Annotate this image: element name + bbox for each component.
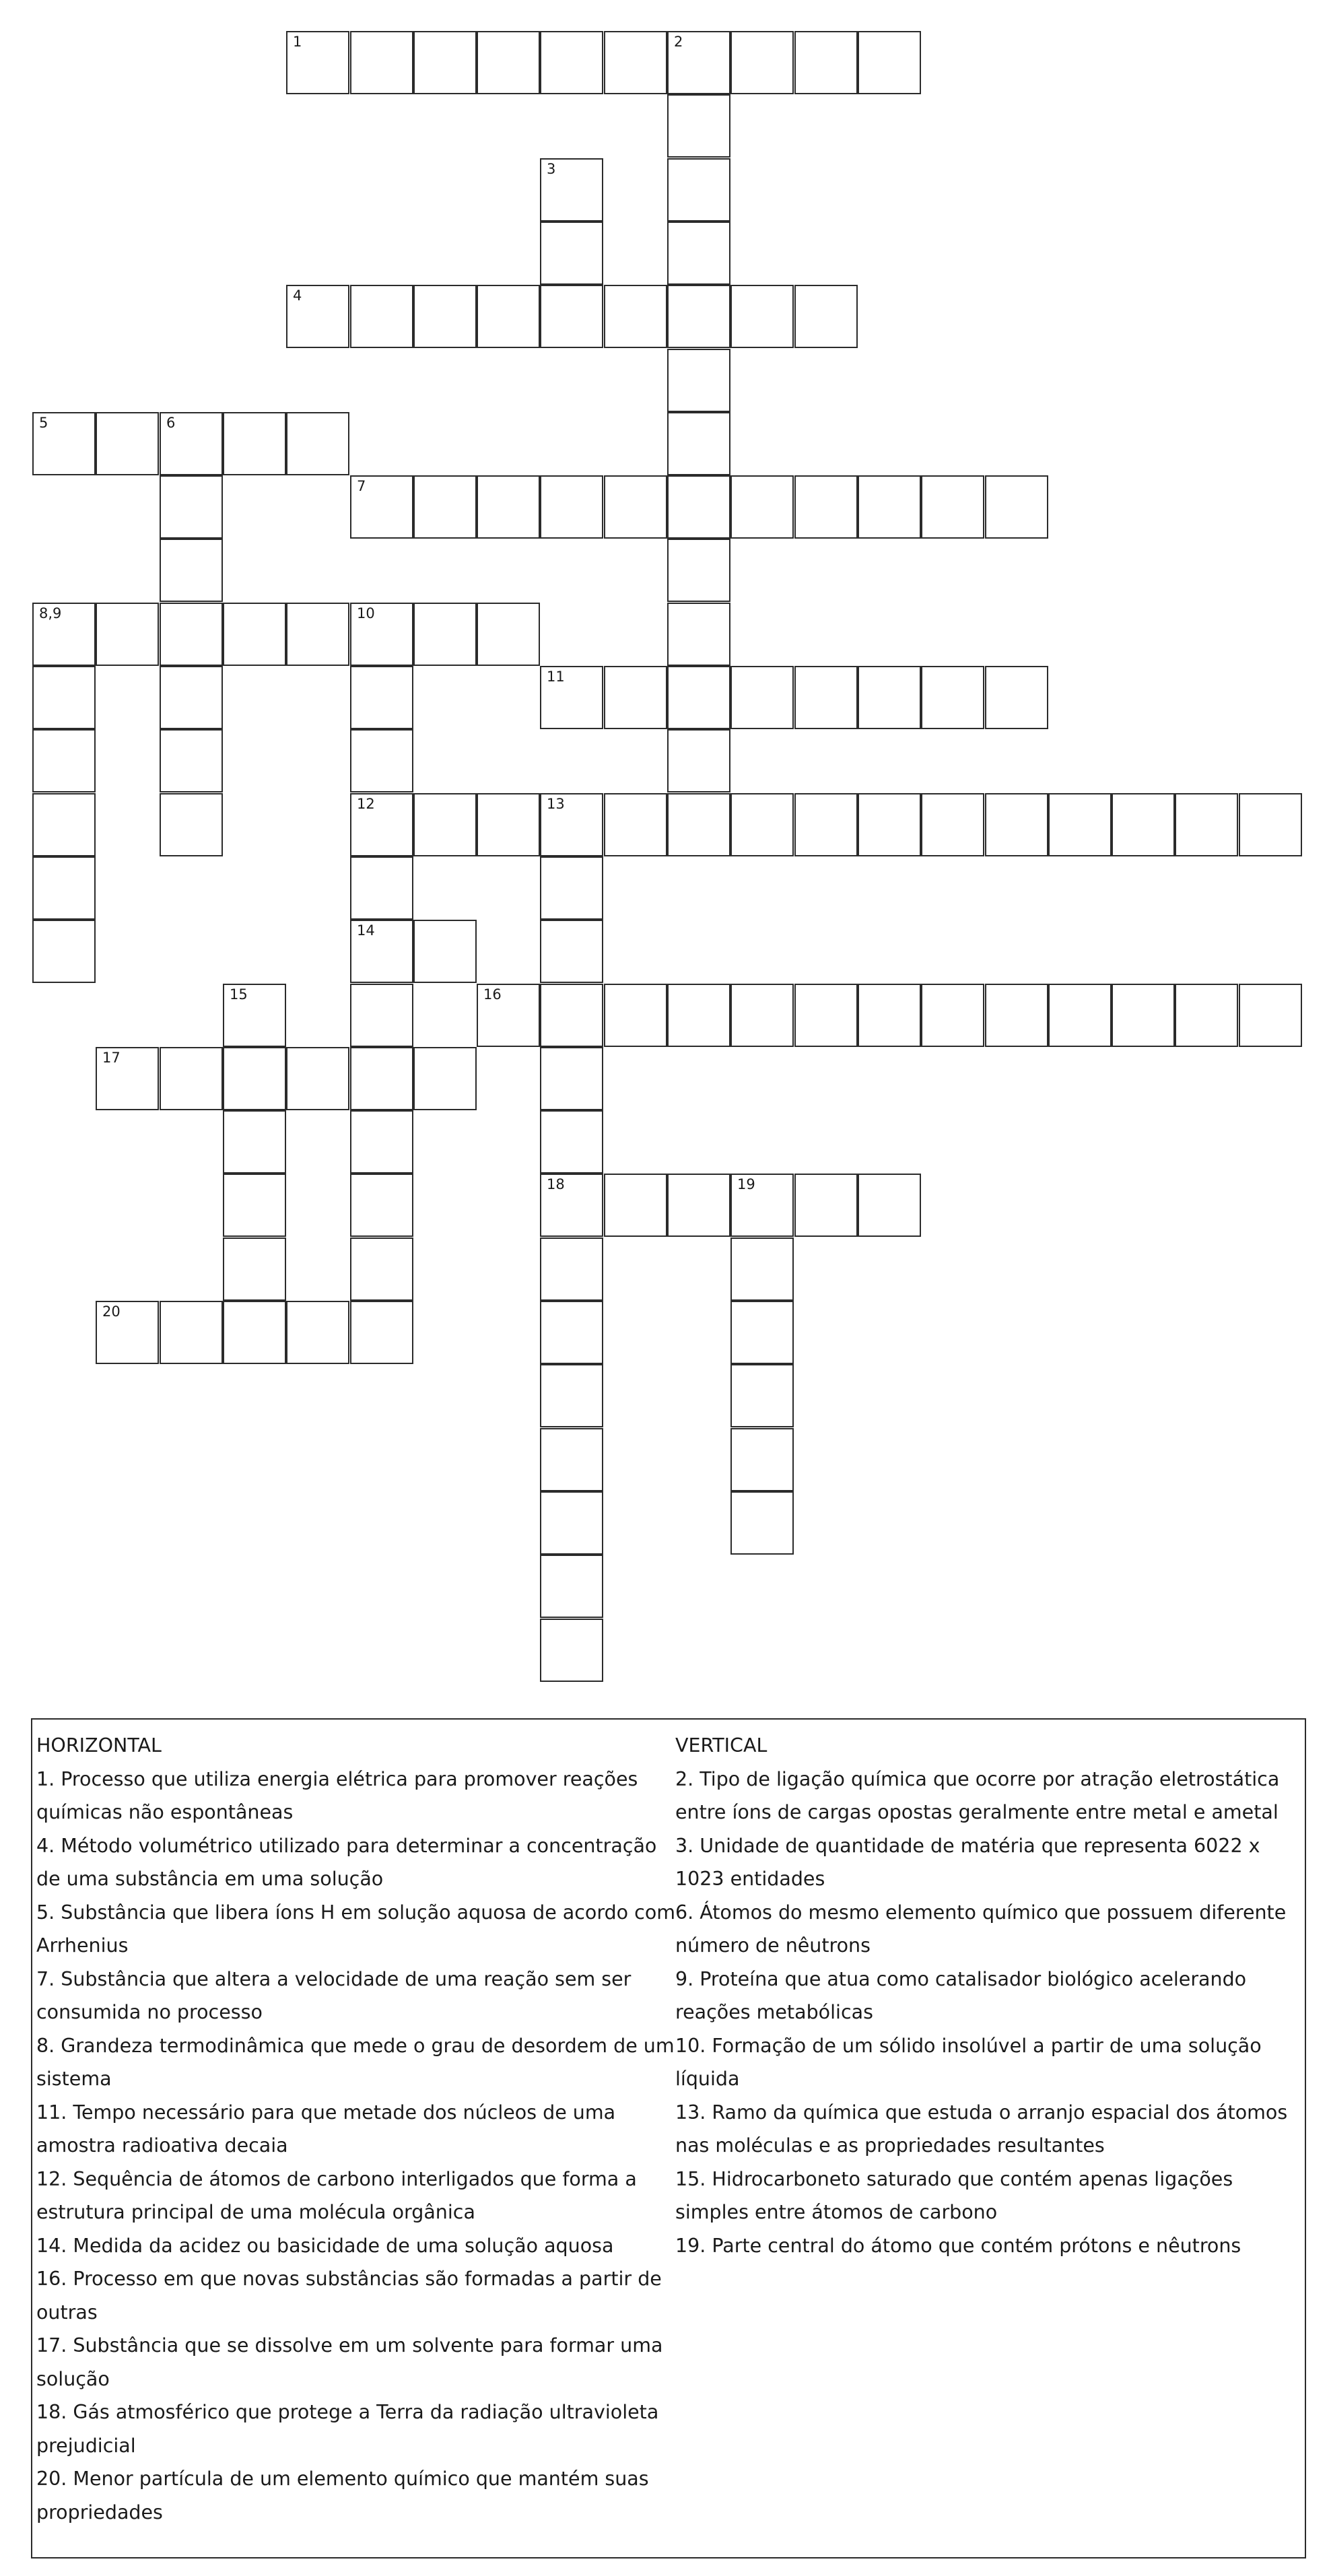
grid-cell[interactable]: [794, 793, 858, 856]
grid-cell[interactable]: [858, 984, 921, 1047]
grid-cell[interactable]: [32, 412, 96, 475]
grid-cell[interactable]: [286, 1047, 349, 1110]
grid-cell[interactable]: [223, 412, 286, 475]
grid-cell[interactable]: [794, 984, 858, 1047]
clue-number: 7: [357, 478, 366, 494]
grid-cell[interactable]: [921, 475, 984, 539]
grid-cell[interactable]: [1175, 793, 1238, 856]
down-clue: 2. Tipo de ligação química que ocorre por atração eletrostática entre íons de cargas opostas geralmente entre metal e ametal: [675, 1767, 1280, 1823]
grid-cell[interactable]: [667, 412, 730, 475]
grid-cell[interactable]: [223, 984, 286, 1047]
grid-cell[interactable]: [350, 31, 413, 94]
grid-cell[interactable]: [667, 603, 730, 666]
across-clue: 11. Tempo necessário para que metade dos núcleos de uma amostra radioativa decaia: [36, 2101, 616, 2157]
grid-cell[interactable]: [540, 285, 603, 348]
across-clue: 17. Substância que se dissolve em um solvente para formar uma solução: [36, 2334, 663, 2390]
across-clues: [36, 1729, 676, 2529]
grid-cell[interactable]: [160, 666, 223, 729]
grid-cell[interactable]: [223, 1174, 286, 1237]
clue-number: 15: [230, 986, 248, 1003]
grid-cell[interactable]: [477, 285, 540, 348]
grid-cell[interactable]: [350, 603, 413, 666]
grid-cell[interactable]: [794, 1174, 858, 1237]
grid-cell[interactable]: [604, 793, 667, 856]
grid-cell[interactable]: [858, 666, 921, 729]
grid-cell[interactable]: [921, 666, 984, 729]
grid-cell[interactable]: [350, 920, 413, 983]
grid-cell[interactable]: [286, 1301, 349, 1364]
grid-cell[interactable]: [730, 1491, 794, 1555]
grid-cell[interactable]: [413, 285, 477, 348]
grid-cell[interactable]: [1175, 984, 1238, 1047]
grid-cell[interactable]: [160, 1047, 223, 1110]
grid-cell[interactable]: [160, 412, 223, 475]
grid-cell[interactable]: [667, 793, 730, 856]
grid-cell[interactable]: [730, 1364, 794, 1427]
grid-cell[interactable]: [540, 1491, 603, 1555]
grid-cell[interactable]: [413, 793, 477, 856]
grid-cell[interactable]: [667, 94, 730, 158]
grid-cell[interactable]: [604, 1174, 667, 1237]
grid-cell[interactable]: [477, 603, 540, 666]
grid-cell[interactable]: [350, 984, 413, 1047]
grid-cell[interactable]: [730, 475, 794, 539]
grid-cell[interactable]: [667, 31, 730, 94]
grid-cell[interactable]: [540, 158, 603, 222]
grid-cell[interactable]: [96, 412, 159, 475]
across-clue: 16. Processo em que novas substâncias são formadas a partir de outras: [36, 2268, 662, 2324]
grid-cell[interactable]: [985, 984, 1048, 1047]
grid-cell[interactable]: [413, 475, 477, 539]
grid-cell[interactable]: [667, 729, 730, 792]
grid-cell[interactable]: [350, 1174, 413, 1237]
grid-cell[interactable]: [604, 666, 667, 729]
grid-cell[interactable]: [96, 1047, 159, 1110]
grid-cell[interactable]: [32, 729, 96, 792]
clue-number: 14: [357, 922, 375, 939]
grid-cell[interactable]: [286, 285, 349, 348]
clue-number: 19: [737, 1176, 755, 1192]
grid-cell[interactable]: [985, 475, 1048, 539]
grid-cell[interactable]: [32, 793, 96, 856]
grid-cell[interactable]: [540, 920, 603, 983]
grid-cell[interactable]: [667, 539, 730, 602]
across-heading: HORIZONTAL: [36, 1734, 162, 1757]
across-clue: 4. Método volumétrico utilizado para determinar a concentração de uma substância em uma solução: [36, 1834, 657, 1890]
clue-number: 20: [102, 1303, 121, 1320]
grid-cell[interactable]: [32, 920, 96, 983]
clue-number: 10: [357, 605, 375, 621]
clue-number: 17: [102, 1050, 121, 1066]
grid-cell[interactable]: [730, 31, 794, 94]
across-clue: 12. Sequência de átomos de carbono interligados que forma a estrutura principal de uma molécula orgânica: [36, 2167, 637, 2223]
clue-number: 18: [547, 1176, 565, 1192]
clue-number: 5: [39, 415, 48, 431]
grid-cell[interactable]: [1239, 793, 1302, 856]
grid-cell[interactable]: [730, 1174, 794, 1237]
grid-cell[interactable]: [160, 729, 223, 792]
grid-cell[interactable]: [477, 31, 540, 94]
down-clue: 6. Átomos do mesmo elemento químico que possuem diferente número de nêutrons: [675, 1901, 1287, 1957]
grid-cell[interactable]: [286, 412, 349, 475]
grid-cell[interactable]: [223, 1301, 286, 1364]
grid-cell[interactable]: [160, 1301, 223, 1364]
grid-cell[interactable]: [223, 1047, 286, 1110]
grid-cell[interactable]: [667, 984, 730, 1047]
grid-cell[interactable]: [794, 666, 858, 729]
grid-cell[interactable]: [921, 793, 984, 856]
grid-cell[interactable]: [160, 475, 223, 539]
down-clue: 13. Ramo da química que estuda o arranjo espacial dos átomos nas moléculas e as propriedades resultantes: [675, 2101, 1288, 2157]
across-clue: 8. Grandeza termodinâmica que mede o grau de desordem de um sistema: [36, 2034, 675, 2090]
grid-cell[interactable]: [350, 1301, 413, 1364]
grid-cell[interactable]: [32, 666, 96, 729]
grid-cell[interactable]: [604, 984, 667, 1047]
grid-cell[interactable]: [540, 1555, 603, 1618]
down-clue: 15. Hidrocarboneto saturado que contém apenas ligações simples entre átomos de carbono: [675, 2167, 1233, 2223]
grid-cell[interactable]: [730, 984, 794, 1047]
clue-number: 16: [483, 986, 502, 1003]
grid-cell[interactable]: [540, 984, 603, 1047]
grid-cell[interactable]: [1112, 793, 1175, 856]
grid-cell[interactable]: [477, 984, 540, 1047]
grid-cell[interactable]: [96, 603, 159, 666]
grid-cell[interactable]: [730, 285, 794, 348]
grid-cell[interactable]: [413, 1047, 477, 1110]
across-clue: 5. Substância que libera íons H em solução aquosa de acordo com Arrhenius: [36, 1901, 676, 1957]
grid-cell[interactable]: [667, 1174, 730, 1237]
grid-cell[interactable]: [858, 793, 921, 856]
grid-cell[interactable]: [1112, 984, 1175, 1047]
grid-cell[interactable]: [223, 1110, 286, 1174]
grid-cell[interactable]: [96, 1301, 159, 1364]
down-clue: 19. Parte central do átomo que contém prótons e nêutrons: [675, 2234, 1241, 2257]
grid-cell[interactable]: [350, 285, 413, 348]
grid-cell[interactable]: [540, 1619, 603, 1682]
grid-cell[interactable]: [858, 1174, 921, 1237]
grid-cell[interactable]: [794, 285, 858, 348]
down-heading: VERTICAL: [675, 1734, 768, 1757]
grid-cell[interactable]: [667, 666, 730, 729]
grid-cell[interactable]: [667, 158, 730, 222]
grid-cell[interactable]: [32, 603, 96, 666]
clues-panel: [31, 1718, 1306, 2558]
grid-cell[interactable]: [223, 603, 286, 666]
grid-cell[interactable]: [223, 1238, 286, 1301]
clue-number: 2: [674, 34, 683, 50]
across-clue: 7. Substância que altera a velocidade de uma reação sem ser consumida no processo: [36, 1967, 632, 2023]
across-clue: 20. Menor partícula de um elemento químico que mantém suas propriedades: [36, 2468, 649, 2523]
grid-cell[interactable]: [350, 793, 413, 856]
grid-cell[interactable]: [413, 31, 477, 94]
grid-cell[interactable]: [540, 856, 603, 920]
grid-cell[interactable]: [286, 603, 349, 666]
grid-cell[interactable]: [160, 603, 223, 666]
grid-cell[interactable]: [730, 1301, 794, 1364]
grid-cell[interactable]: [350, 729, 413, 792]
grid-cell[interactable]: [477, 793, 540, 856]
grid-cell[interactable]: [413, 603, 477, 666]
grid-cell[interactable]: [604, 475, 667, 539]
clue-number: 3: [547, 161, 556, 177]
grid-cell[interactable]: [667, 285, 730, 348]
grid-cell[interactable]: [540, 1301, 603, 1364]
grid-cell[interactable]: [1048, 984, 1112, 1047]
grid-cell[interactable]: [540, 1364, 603, 1427]
grid-cell[interactable]: [540, 1428, 603, 1491]
grid-cell[interactable]: [730, 793, 794, 856]
grid-cell[interactable]: [1239, 984, 1302, 1047]
across-clue: 1. Processo que utiliza energia elétrica para promover reações químicas não espontâneas: [36, 1767, 638, 1823]
grid-cell[interactable]: [350, 856, 413, 920]
down-clue: 9. Proteína que atua como catalisador biológico acelerando reações metabólicas: [675, 1967, 1247, 2023]
grid-cell[interactable]: [160, 539, 223, 602]
grid-cell[interactable]: [32, 856, 96, 920]
grid-cell[interactable]: [730, 666, 794, 729]
grid-cell[interactable]: [350, 666, 413, 729]
clue-number: 8,9: [39, 605, 62, 621]
clue-number: 4: [293, 287, 302, 304]
across-clue: 18. Gás atmosférico que protege a Terra da radiação ultravioleta prejudicial: [36, 2401, 659, 2457]
grid-cell[interactable]: [540, 222, 603, 285]
grid-cell[interactable]: [413, 920, 477, 983]
clue-number: 11: [547, 669, 565, 685]
clue-number: 13: [547, 796, 565, 812]
grid-cell[interactable]: [540, 475, 603, 539]
down-clue: 10. Formação de um sólido insolúvel a partir de uma solução líquida: [675, 2034, 1262, 2090]
grid-cell[interactable]: [350, 1238, 413, 1301]
grid-cell[interactable]: [1048, 793, 1112, 856]
grid-cell[interactable]: [350, 1047, 413, 1110]
grid-cell[interactable]: [286, 31, 349, 94]
grid-cell[interactable]: [604, 285, 667, 348]
across-clue: 14. Medida da acidez ou basicidade de uma solução aquosa: [36, 2234, 614, 2257]
grid-cell[interactable]: [540, 31, 603, 94]
grid-cell[interactable]: [540, 1110, 603, 1174]
grid-cell[interactable]: [730, 1428, 794, 1491]
grid-cell[interactable]: [540, 793, 603, 856]
grid-cell[interactable]: [730, 1238, 794, 1301]
clue-number: 6: [166, 415, 176, 431]
grid-cell[interactable]: [985, 793, 1048, 856]
grid-cell[interactable]: [540, 1238, 603, 1301]
grid-cell[interactable]: [350, 475, 413, 539]
grid-cell[interactable]: [794, 31, 858, 94]
grid-cell[interactable]: [540, 1174, 603, 1237]
down-clues: [675, 1729, 1303, 2262]
grid-cell[interactable]: [667, 349, 730, 412]
grid-cell[interactable]: [794, 475, 858, 539]
grid-cell[interactable]: [858, 475, 921, 539]
grid-cell[interactable]: [350, 1110, 413, 1174]
clue-number: 1: [293, 34, 302, 50]
grid-cell[interactable]: [540, 1047, 603, 1110]
grid-cell[interactable]: [604, 31, 667, 94]
grid-cell[interactable]: [160, 793, 223, 856]
clue-number: 12: [357, 796, 375, 812]
grid-cell[interactable]: [921, 984, 984, 1047]
grid-cell[interactable]: [540, 666, 603, 729]
grid-cell[interactable]: [858, 31, 921, 94]
grid-cell[interactable]: [667, 475, 730, 539]
grid-cell[interactable]: [667, 222, 730, 285]
down-clue: 3. Unidade de quantidade de matéria que representa 6022 x 1023 entidades: [675, 1834, 1260, 1890]
grid-cell[interactable]: [477, 475, 540, 539]
grid-cell[interactable]: [985, 666, 1048, 729]
